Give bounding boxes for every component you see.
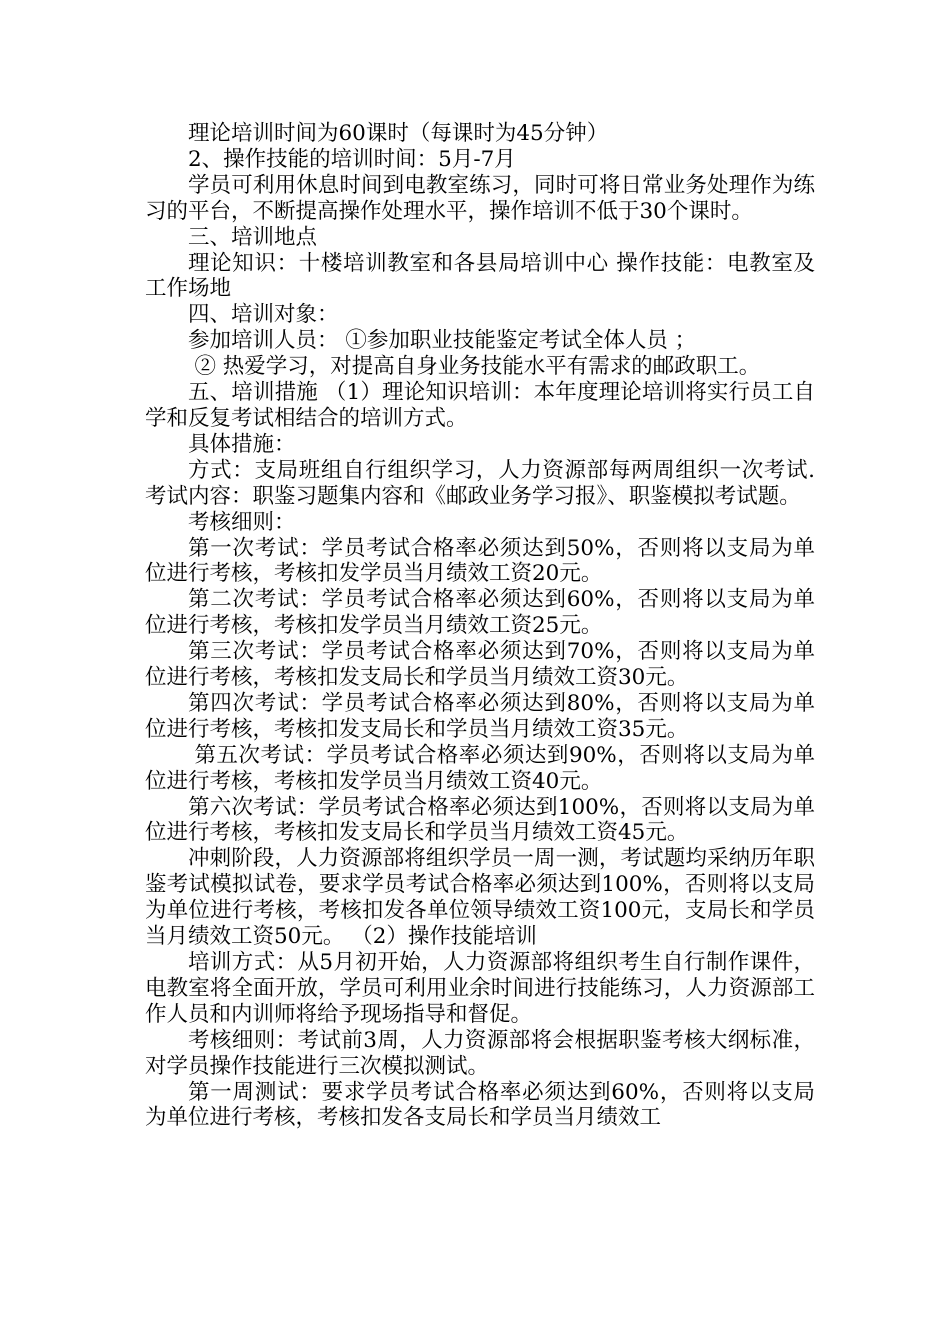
document-body — [145, 121, 815, 1131]
paragraph-participants: 参加培训人员： ①参加职业技能鉴定考试全体人员 ； — [188, 328, 697, 354]
paragraph-training-measures: 五、培训措施 （1）理论知识培训：本年度理论培训将实行员工自学和反复考试相结合的培训方式。 — [145, 380, 815, 431]
paragraph-participants-2: ② 热爱学习，对提高自身业务技能水平有需求的邮政职工。 — [194, 354, 761, 380]
heading-training-location: 三、培训地点 — [188, 224, 318, 250]
paragraph-location: 理论知识：十楼培训教室和各县局培训中心 操作技能：电教室及工作场地 — [145, 250, 815, 302]
paragraph-method: 方式：支局班组自行组织学习，人力资源部每两周组织一次考试.考试内容：职鉴习题集内容和《邮政业务学习报》、职鉴模拟考试题。 — [145, 457, 815, 509]
paragraph-exam-1: 第一次考试：学员考试合格率必须达到50%，否则将以支局为单位进行考核，考核扣发学员当月绩效工资20元。 — [145, 535, 815, 587]
heading-specific-measures: 具体措施： — [188, 431, 296, 457]
paragraph-week-1-test: 第一周测试：要求学员考试合格率必须达到60%，否则将以支局为单位进行考核，考核扣发各支局长和学员当月绩效工 — [145, 1079, 815, 1131]
paragraph-exam-3: 第三次考试：学员考试合格率必须达到70%，否则将以支局为单位进行考核，考核扣发支局长和学员当月绩效工资30元。 — [145, 639, 815, 691]
paragraph-exam-4: 第四次考试：学员考试合格率必须达到80%，否则将以支局为单位进行考核，考核扣发支局长和学员当月绩效工资35元。 — [145, 690, 815, 742]
paragraph-operation-method: 培训方式：从5月初开始，人力资源部将组织考生自行制作课件，电教室将全面开放，学员可利用业余时间进行技能练习，人力资源部工作人员和内训师将给予现场指导和督促。 — [145, 950, 815, 1027]
paragraph-exam-5: 第五次考试：学员考试合格率必须达到90%，否则将以支局为单位进行考核，考核扣发学员当月绩效工资40元。 — [145, 742, 815, 794]
paragraph-exam-2: 第二次考试：学员考试合格率必须达到60%，否则将以支局为单位进行考核，考核扣发学员当月绩效工资25元。 — [145, 587, 815, 639]
heading-training-target: 四、培训对象： — [188, 302, 339, 328]
paragraph-operation-rules: 考核细则：考试前3周，人力资源部将会根据职鉴考核大纲标准，对学员操作技能进行三次模拟测试。 — [145, 1027, 815, 1079]
paragraph-sprint-phase: 冲刺阶段，人力资源部将组织学员一周一测，考试题均采纳历年职鉴考试模拟试卷，要求学员考试合格率必须达到100%，否则将以支局为单位进行考核，考核扣发各单位领导绩效工资100元，支局长和学员当月绩效工资50元。 （2）操作技能培训 — [145, 846, 815, 950]
heading-assessment-rules: 考核细则： — [188, 509, 296, 535]
paragraph-exam-6: 第六次考试：学员考试合格率必须达到100%，否则将以支局为单位进行考核，考核扣发支局长和学员当月绩效工资45元。 — [145, 794, 815, 846]
paragraph-operation-period: 2、操作技能的培训时间：5月-7月 — [188, 146, 516, 172]
paragraph-practice: 学员可利用休息时间到电教室练习，同时可将日常业务处理作为练习的平台，不断提高操作处理水平，操作培训不低于30个课时。 — [145, 172, 815, 224]
paragraph-theory-hours: 理论培训时间为60课时（每课时为45分钟） — [188, 121, 609, 146]
